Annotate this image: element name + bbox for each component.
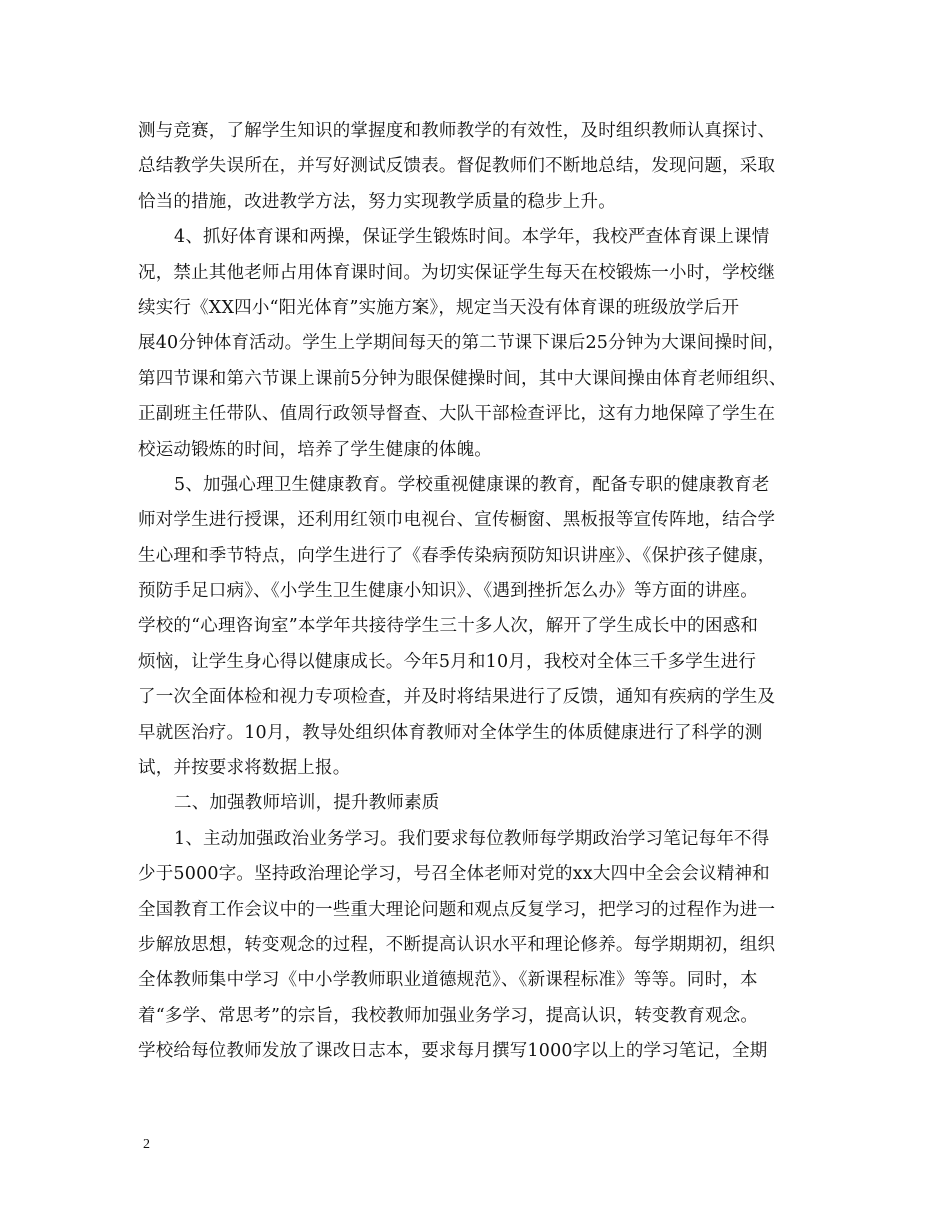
text-line: 学校给每位教师发放了课改日志本，要求每月撰写1000字以上的学习笔记，全期 [138, 1041, 768, 1062]
text-line: 况，禁止其他老师占用体育课时间。为切实保证学生每天在校锻炼一小时，学校继 [138, 262, 776, 283]
text-line: 学校的“心理咨询室”本学年共接待学生三十多人次，解开了学生成长中的困惑和 [138, 616, 759, 637]
text-line: 烦恼，让学生身心得以健康成长。今年5月和10月，我校对全体三千多学生进行 [138, 651, 757, 672]
text-line: 恰当的措施，改进教学方法，努力实现教学质量的稳步上升。 [138, 191, 616, 212]
text-line: 校运动锻炼的时间，培养了学生健康的体魄。 [138, 439, 492, 460]
text-line: 试，并按要求将数据上报。 [138, 758, 351, 779]
text-line: 正副班主任带队、值周行政领导督查、大队干部检查评比，这有力地保障了学生在 [138, 404, 776, 425]
text-line: 全国教育工作会议中的一些重大理论问题和观点反复学习，把学习的过程作为进一 [138, 899, 776, 920]
page-number: 2 [143, 1137, 150, 1152]
text-line: 师对学生进行授课，还利用红领巾电视台、宣传橱窗、黑板报等宣传阵地，结合学 [138, 510, 776, 531]
text-line: 生心理和季节特点，向学生进行了《春季传染病预防知识讲座》、《保护孩子健康， [138, 545, 776, 566]
text-line: 着“多学、常思考”的宗旨，我校教师加强业务学习，提高认识，转变教育观念。 [138, 1005, 759, 1026]
text-line: 续实行《XX四小“阳光体育”实施方案》，规定当天没有体育课的班级放学后开 [138, 297, 740, 318]
text-line: 少于5000字。坚持政治理论学习，号召全体老师对党的xx大四中全会会议精神和 [138, 864, 770, 885]
text-line: 1、主动加强政治业务学习。我们要求每位教师每学期政治学习笔记每年不得 [174, 828, 770, 849]
text-line: 二、加强教师培训，提升教师素质 [174, 793, 440, 814]
text-line: 第四节课和第六节课上课前5分钟为眼保健操时间，其中大课间操由体育老师组织、 [138, 368, 787, 389]
text-line: 预防手足口病》、《小学生卫生健康小知识》、《遇到挫折怎么办》等方面的讲座。 [138, 581, 758, 602]
text-line: 5、加强心理卫生健康教育。学校重视健康课的教育，配备专职的健康教育老 [174, 474, 770, 495]
text-line: 4、抓好体育课和两操，保证学生锻炼时间。本学年，我校严查体育课上课情 [174, 227, 770, 248]
text-line: 了一次全面体检和视力专项检查，并及时将结果进行了反馈，通知有疾病的学生及 [138, 687, 776, 708]
body-text [138, 114, 838, 1070]
text-line: 测与竞赛，了解学生知识的掌握度和教师教学的有效性，及时组织教师认真探讨、 [138, 121, 776, 141]
text-line: 总结教学失误所在，并写好测试反馈表。督促教师们不断地总结，发现问题，采取 [138, 156, 776, 177]
text-line: 展40分钟体育活动。学生上学期间每天的第二节课下课后25分钟为大课间操时间， [138, 333, 786, 354]
text-line: 全体教师集中学习《中小学教师职业道德规范》、《新课程标准》等等。同时，本 [138, 970, 758, 991]
text-line: 早就医治疗。10月，教导处组织体育教师对全体学生的体质健康进行了科学的测 [138, 722, 763, 743]
text-line: 步解放思想，转变观念的过程，不断提高认识水平和理论修养。每学期期初，组织 [138, 934, 776, 955]
